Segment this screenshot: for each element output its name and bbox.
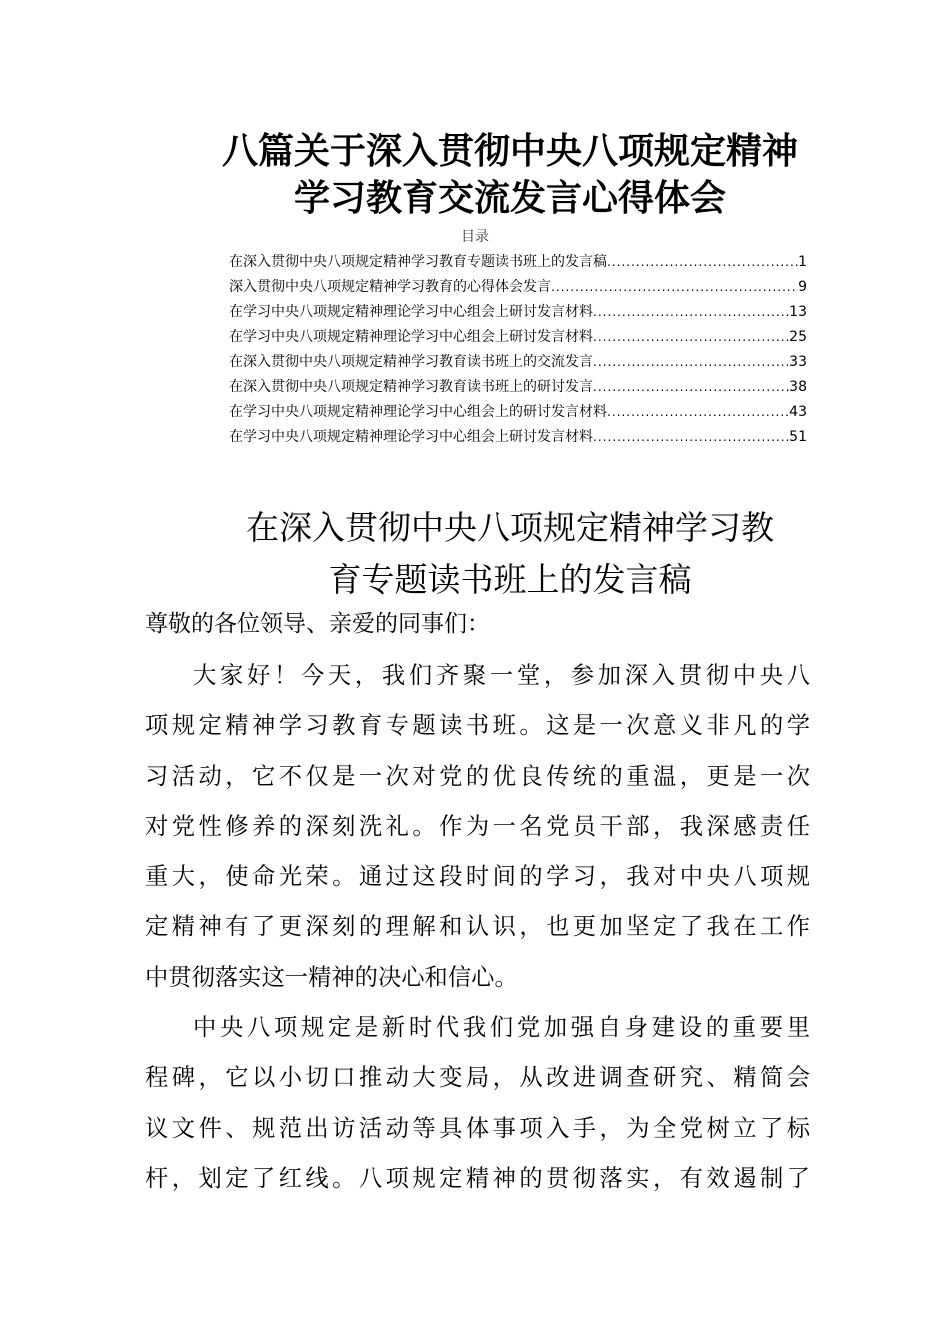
toc-entry-page: 43 — [789, 404, 807, 420]
toc-leader-dots — [607, 400, 789, 425]
toc-entry[interactable] — [229, 250, 807, 275]
paragraph-line: 杆，划定了红线。八项规定精神的贯彻落实，有效遏制了 — [145, 1164, 810, 1192]
toc-entry[interactable] — [229, 375, 807, 400]
toc-entry-title: 深入贯彻中央八项规定精神学习教育的心得体会发言 — [229, 279, 551, 295]
toc-entry[interactable] — [229, 425, 807, 450]
section-title-line: 在深入贯彻中央八项规定精神学习教 — [246, 508, 774, 547]
toc-leader-dots — [593, 425, 789, 450]
toc-entry-title: 在学习中央八项规定精神理论学习中心组会上研讨发言材料 — [229, 329, 593, 345]
toc-leader-dots — [607, 250, 798, 275]
toc-entry[interactable] — [229, 350, 807, 375]
paragraph-line: 定精神有了更深刻的理解和认识，也更加坚定了我在工作 — [145, 913, 810, 941]
toc-entry-title: 在深入贯彻中央八项规定精神学习教育读书班上的研讨发言 — [229, 379, 593, 395]
toc-heading: 目录 — [461, 229, 489, 245]
paragraph-line: 对党性修养的深刻洗礼。作为一名党员干部，我深感责任 — [145, 812, 810, 840]
paragraph-line: 习活动，它不仅是一次对党的优良传统的重温，更是一次 — [145, 762, 810, 790]
toc-entry-page: 1 — [798, 254, 807, 270]
toc-entry[interactable] — [229, 400, 807, 425]
paragraph-line: 中贯彻落实这一精神的决心和信心。 — [145, 963, 518, 991]
toc-entry-title: 在深入贯彻中央八项规定精神学习教育读书班上的交流发言 — [229, 354, 593, 370]
section-title-line: 育专题读书班上的发言稿 — [328, 560, 692, 599]
toc-entry[interactable] — [229, 300, 807, 325]
document-title-line: 八篇关于深入贯彻中央八项规定精神 — [221, 131, 798, 172]
table-of-contents — [229, 250, 807, 450]
salutation: 尊敬的各位领导、亲爱的同事们： — [145, 611, 490, 637]
toc-entry-page: 25 — [789, 329, 807, 345]
toc-entry-page: 38 — [789, 379, 807, 395]
toc-leader-dots — [593, 375, 789, 400]
paragraph-line: 中央八项规定是新时代我们党加强自身建设的重要里 — [193, 1014, 810, 1042]
toc-entry-title: 在学习中央八项规定精神理论学习中心组会上研讨发言材料 — [229, 429, 593, 445]
toc-entry-page: 33 — [789, 354, 807, 370]
body-text — [145, 651, 810, 1204]
paragraph-line: 议文件、规范出访活动等具体事项入手，为全党树立了标 — [145, 1114, 810, 1142]
paragraph-line: 项规定精神学习教育专题读书班。这是一次意义非凡的学 — [145, 712, 810, 740]
paragraph-line: 大家好！今天，我们齐聚一堂，参加深入贯彻中央八 — [193, 662, 810, 689]
toc-entry-page: 13 — [789, 304, 807, 320]
toc-entry-page: 51 — [789, 429, 807, 445]
paragraph-line: 重大，使命光荣。通过这段时间的学习，我对中央八项规 — [145, 863, 810, 891]
toc-entry-title: 在学习中央八项规定精神理论学习中心组会上的研讨发言材料 — [229, 404, 607, 420]
toc-leader-dots — [593, 300, 789, 325]
toc-leader-dots — [593, 325, 789, 350]
document-title-line: 学习教育交流发言心得体会 — [293, 178, 726, 219]
toc-entry-page: 9 — [798, 279, 807, 295]
toc-entry[interactable] — [229, 275, 807, 300]
document-title — [190, 128, 830, 222]
toc-leader-dots — [593, 350, 789, 375]
toc-leader-dots — [551, 275, 798, 300]
toc-entry[interactable] — [229, 325, 807, 350]
toc-entry-title: 在学习中央八项规定精神理论学习中心组会上研讨发言材料 — [229, 304, 593, 320]
section-title — [200, 502, 820, 606]
toc-entry-title: 在深入贯彻中央八项规定精神学习教育专题读书班上的发言稿 — [229, 254, 607, 270]
paragraph-line: 程碑，它以小切口推动大变局，从改进调查研究、精简会 — [145, 1064, 810, 1092]
